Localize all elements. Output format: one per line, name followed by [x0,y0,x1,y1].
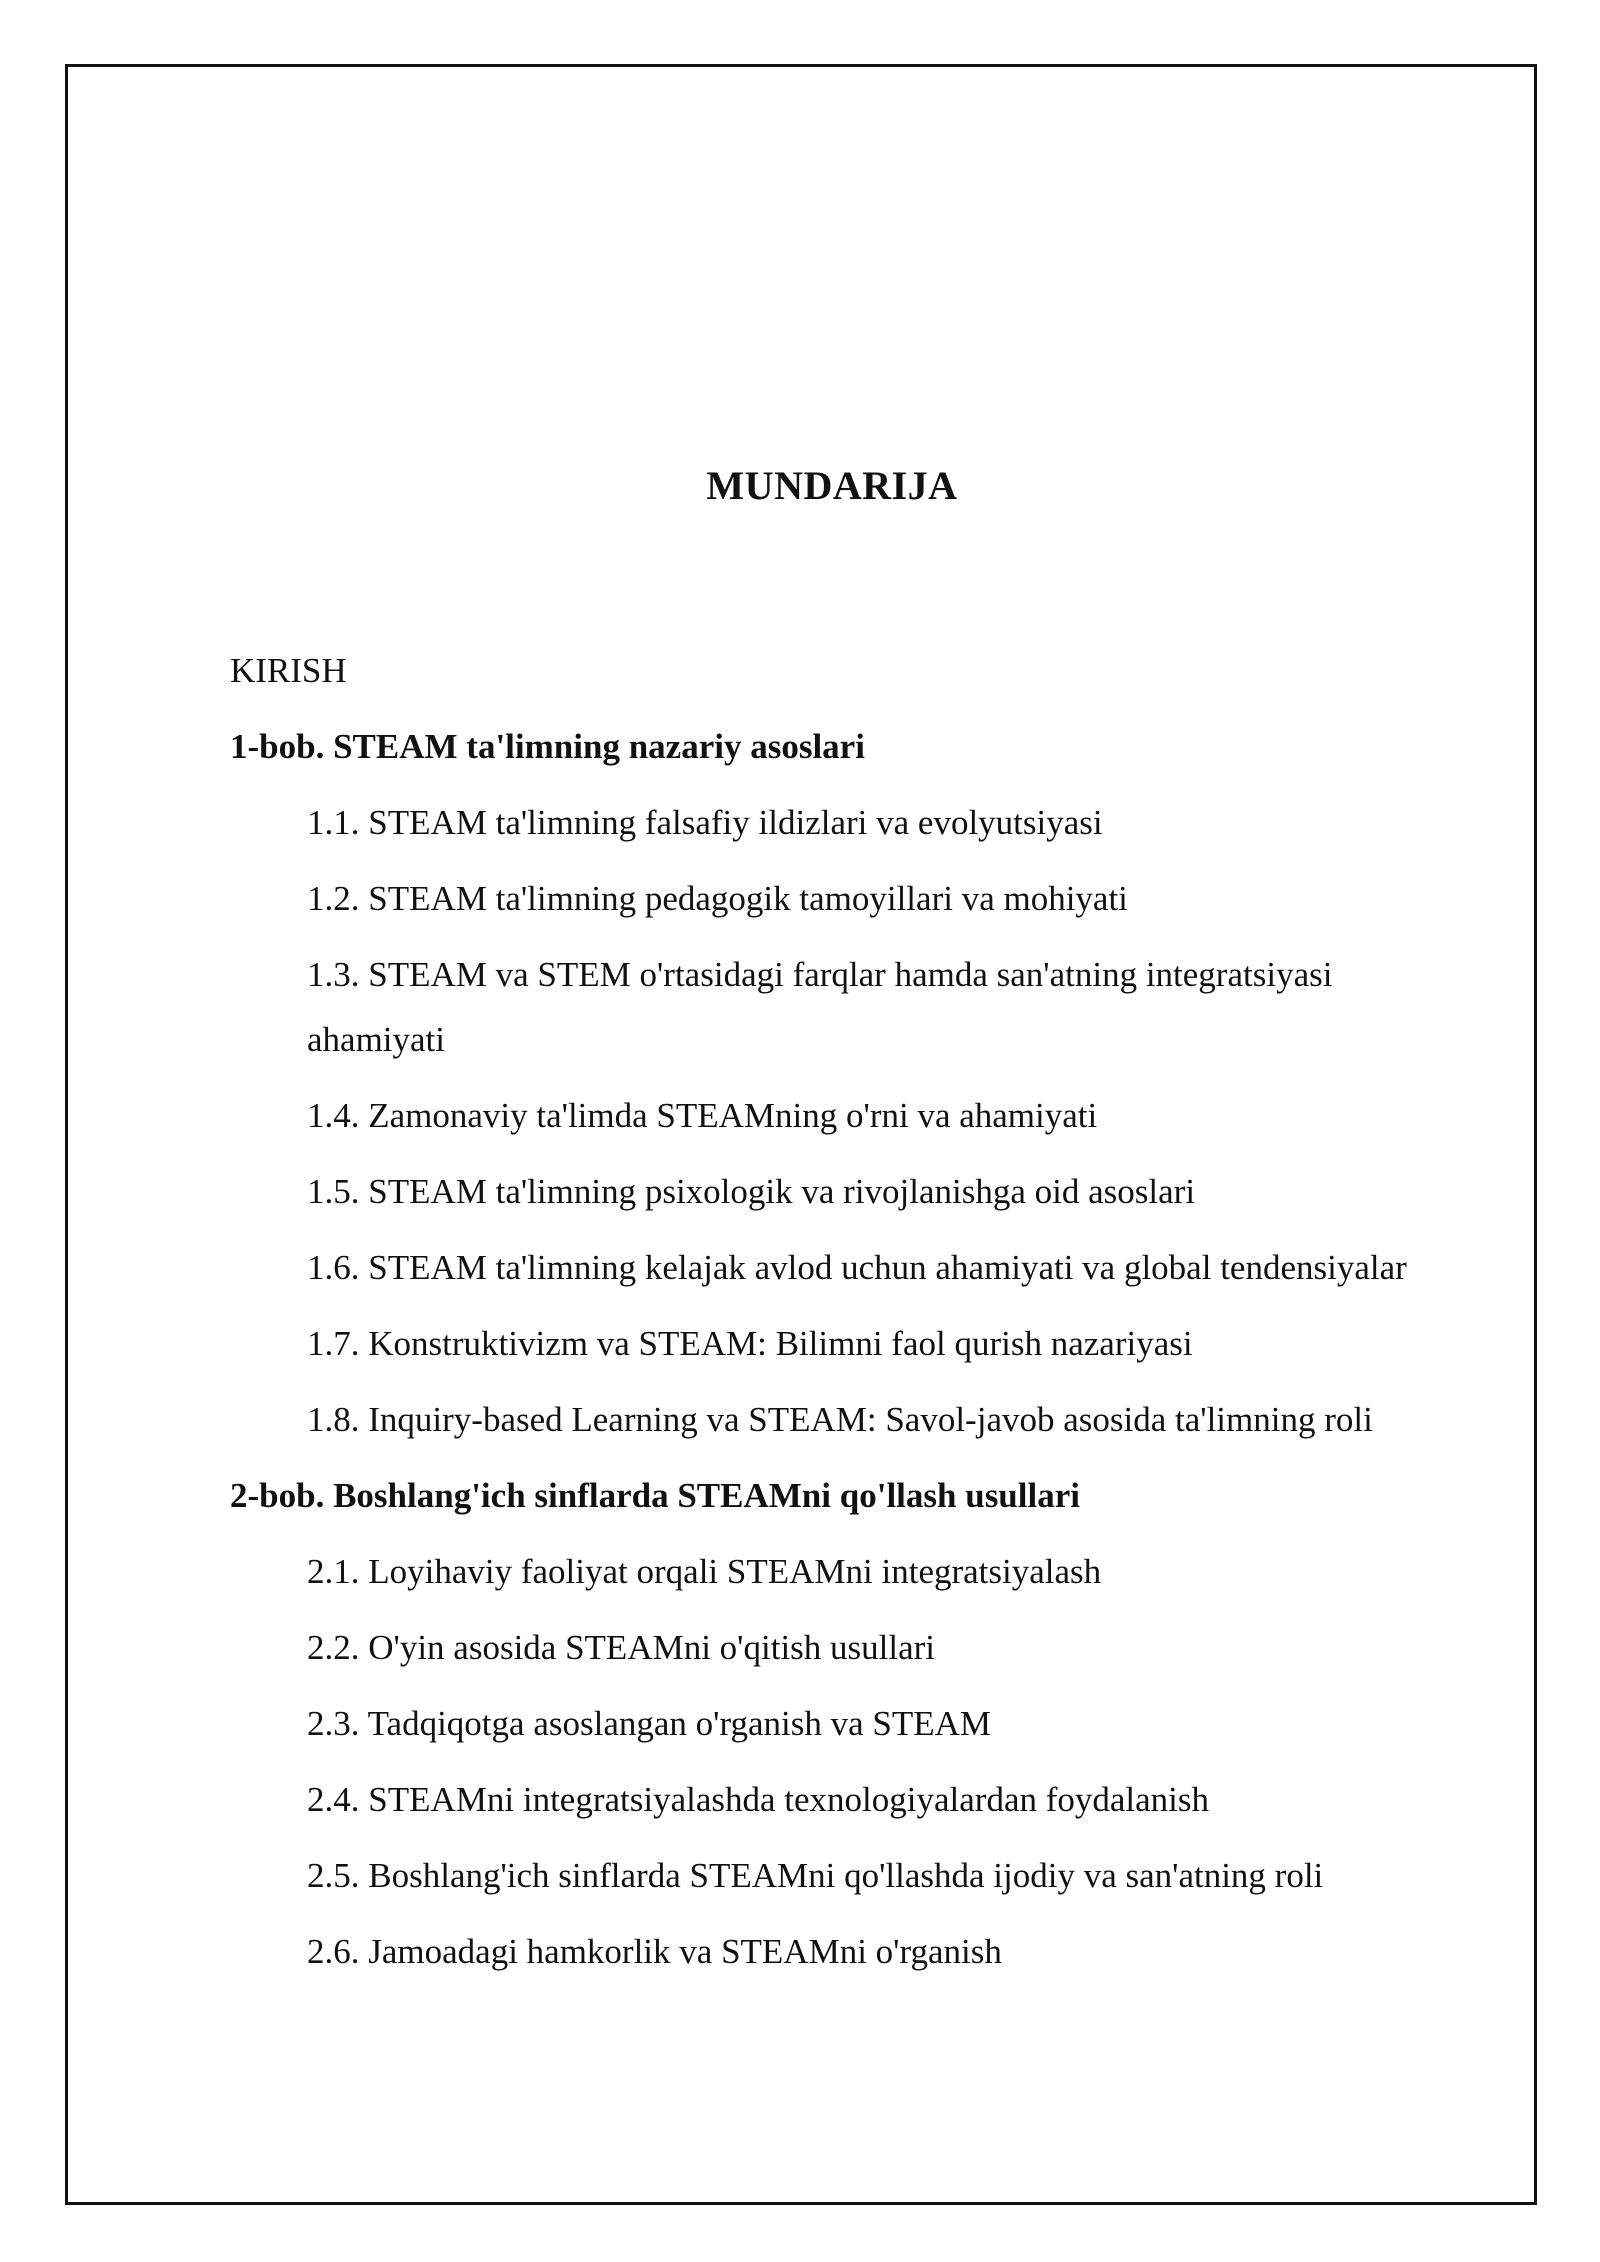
toc-section-1-1: 1.1. STEAM ta'limning falsafiy ildizlari va evolyutsiyasi [307,803,1103,842]
toc-section-1-3: 1.3. STEAM va STEM o'rtasidagi farqlar hamda san'atning integratsiyasi ahamiyati [307,955,1333,1059]
page-title: MUNDARIJA [706,463,958,508]
toc-section-1-2: 1.2. STEAM ta'limning pedagogik tamoyillari va mohiyati [307,879,1128,918]
toc-section-2-3: 2.3. Tadqiqotga asoslangan o'rganish va STEAM [307,1704,992,1743]
toc-section-1-6: 1.6. STEAM ta'limning kelajak avlod uchun ahamiyati va global tendensiyalar [307,1248,1407,1287]
toc-intro: KIRISH [230,651,347,690]
toc-section-1-8: 1.8. Inquiry-based Learning va STEAM: Savol-javob asosida ta'limning roli [307,1400,1373,1439]
toc-section-2-2: 2.2. O'yin asosida STEAMni o'qitish usullari [307,1628,936,1667]
toc-section-2-4: 2.4. STEAMni integratsiyalashda texnologiyalardan foydalanish [307,1780,1210,1819]
toc-section-1-7: 1.7. Konstruktivizm va STEAM: Bilimni faol qurish nazariyasi [307,1324,1193,1363]
toc-section-2-5: 2.5. Boshlang'ich sinflarda STEAMni qo'llashda ijodiy va san'atning roli [307,1856,1324,1895]
toc-section-1-5: 1.5. STEAM ta'limning psixologik va rivojlanishga oid asoslari [307,1172,1196,1211]
toc-section-2-6: 2.6. Jamoadagi hamkorlik va STEAMni o'rganish [307,1932,1002,1971]
toc-chapter-2: 2-bob. Boshlang'ich sinflarda STEAMni qo'llash usullari [230,1476,1080,1515]
table-of-contents [230,638,1470,1995]
toc-section-2-1: 2.1. Loyihaviy faoliyat orqali STEAMni integratsiyalash [307,1552,1102,1591]
toc-chapter-1: 1-bob. STEAM ta'limning nazariy asoslari [230,727,865,766]
toc-section-1-4: 1.4. Zamonaviy ta'limda STEAMning o'rni va ahamiyati [307,1096,1098,1135]
